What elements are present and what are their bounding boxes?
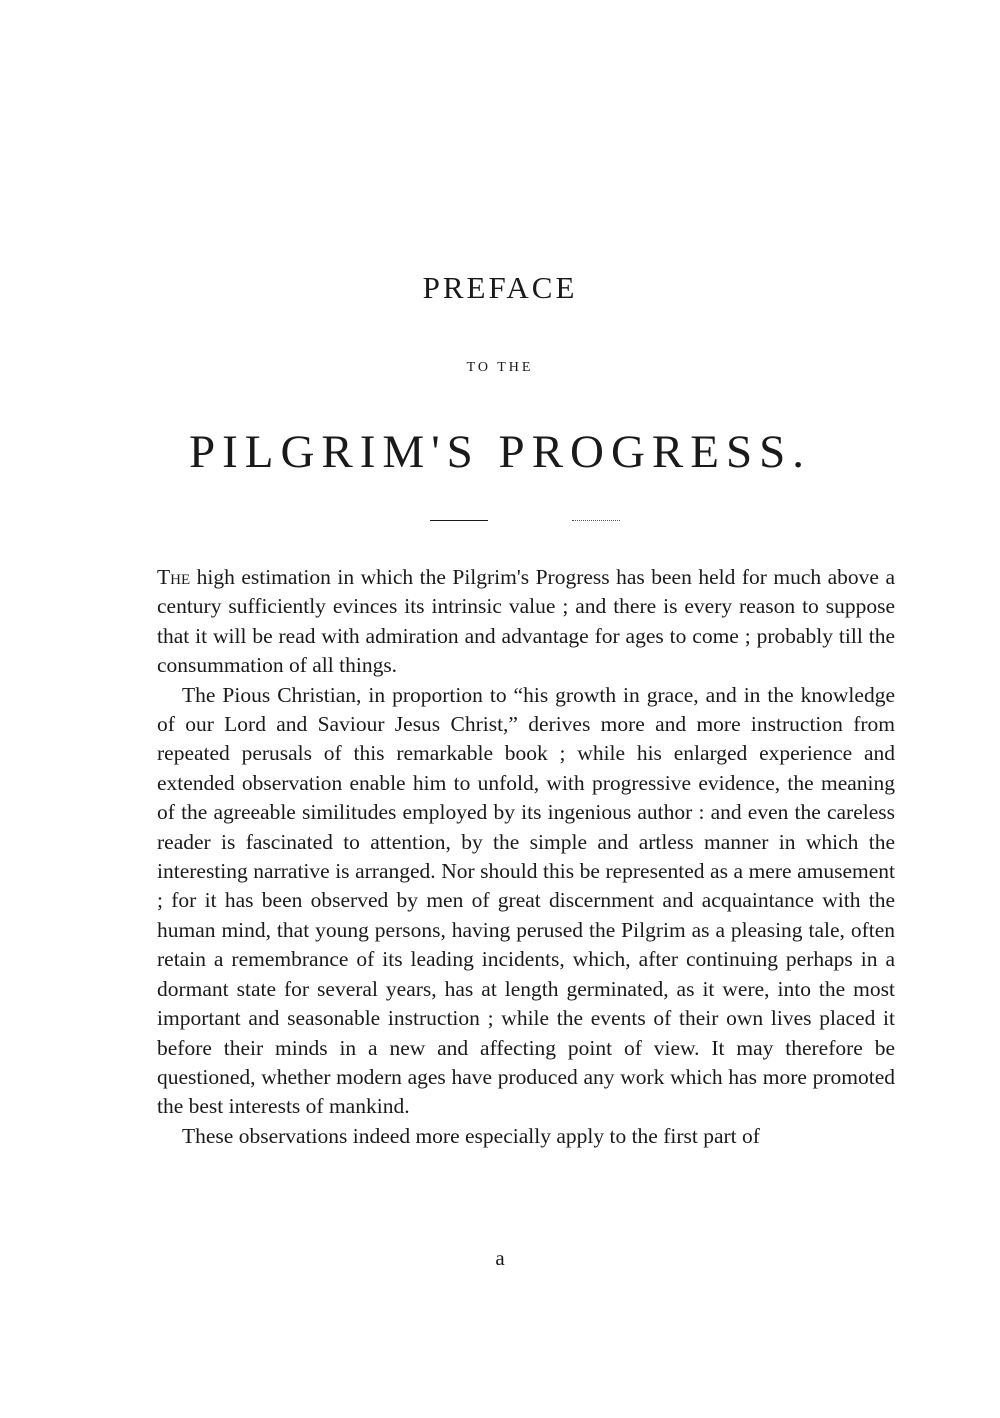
preface-heading: PREFACE bbox=[422, 270, 578, 305]
paragraph-2: The Pious Christian, in proportion to “his growth in grace, and in the knowledge of our Lord and Saviour Jesus Christ,” derives more and more instruction from repeated perusals of this remarkable book ; while his enlarged experience and extended observation enable him to unfold, with progressive evidence, the meaning of the agreeable similitudes employed by its ingenious author : and even the careless reader is fascinated to attention, by the simple and artless manner in which the interesting narrative is arranged. Nor should this be represented as a mere amusement ; for it has been observed by men of great discernment and acquaintance with the human mind, that young persons, having perused the Pilgrim as a pleasing tale, often retain a remembrance of its leading incidents, which, after continuing perhaps in a dormant state for several years, has at length germinated, as it were, into the most important and seasonable instruction ; while the events of their own lives placed it before their minds in a new and affecting point of view. It may therefore be questioned, whether modern ages have produced any work which has more promoted the best interests of mankind. bbox=[157, 682, 895, 1119]
paragraph-1-text: high estimation in which the Pilgrim's Progress has been held for much above a century sufficiently evinces its intrinsic value ; and there is every reason to suppose that it will be read with admiration and advantage for ages to come ; probably till the consummation of all things. bbox=[157, 565, 895, 678]
signature-mark: a bbox=[495, 1246, 505, 1270]
paragraph-1 bbox=[157, 563, 895, 681]
book-title-heading: PILGRIM'S PROGRESS. bbox=[188, 426, 812, 478]
decorative-rule-left bbox=[430, 520, 488, 521]
paragraph-1-lead: The bbox=[157, 565, 191, 589]
preface-body bbox=[157, 563, 895, 1151]
decorative-rule-right bbox=[572, 520, 620, 521]
to-the-subheading: TO THE bbox=[466, 360, 534, 375]
paragraph-3: These observations indeed more especially apply to the first part of bbox=[182, 1123, 760, 1148]
